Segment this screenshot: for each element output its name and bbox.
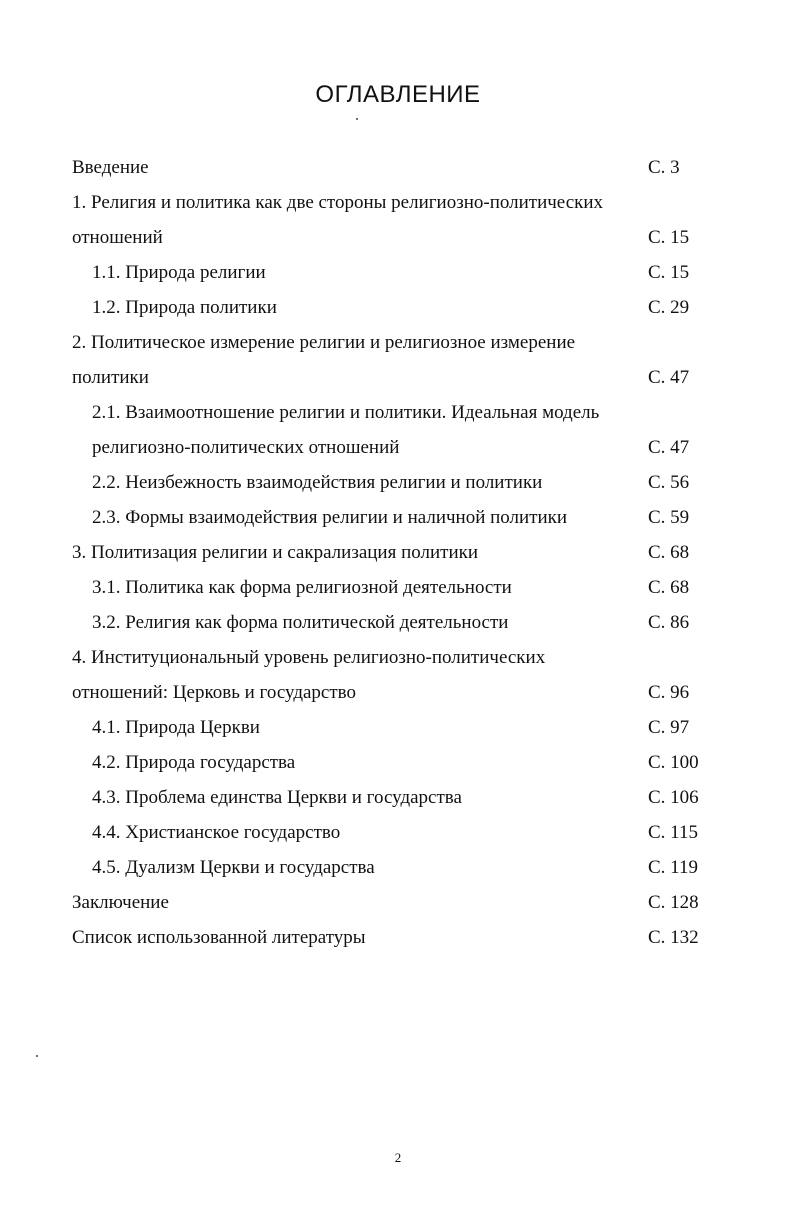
toc-entry-section-4-2: 4.2. Природа государства bbox=[92, 752, 296, 773]
toc-page-ref: С. 47 bbox=[648, 367, 690, 388]
toc-page-ref: С. 96 bbox=[648, 682, 690, 703]
toc-entry-section-2-2: 2.2. Неизбежность взаимодействия религии и политики bbox=[92, 472, 543, 493]
toc-page-ref: С. 29 bbox=[648, 297, 690, 318]
toc-page-ref: С. 119 bbox=[648, 857, 698, 878]
scan-speck bbox=[36, 1055, 38, 1057]
toc-page-ref: С. 68 bbox=[648, 577, 690, 598]
toc-entry-section-2-1-cont: религиозно-политических отношений bbox=[92, 437, 400, 458]
toc-entry-section-4-5: 4.5. Дуализм Церкви и государства bbox=[92, 857, 375, 878]
toc-entry-section-4-1: 4.1. Природа Церкви bbox=[92, 717, 260, 738]
toc-page-ref: С. 97 bbox=[648, 717, 690, 738]
toc-entry-section-1-1: 1.1. Природа религии bbox=[92, 262, 266, 283]
toc-entry-chapter-1-cont: отношений bbox=[72, 227, 163, 248]
toc-entry-chapter-4: 4. Институциональный уровень религиозно-политических bbox=[72, 647, 546, 668]
toc-page-ref: С. 100 bbox=[648, 752, 699, 773]
toc-page-ref: С. 86 bbox=[648, 612, 690, 633]
toc-page-ref: С. 128 bbox=[648, 892, 699, 913]
toc-entry-bibliography: Список использованной литературы bbox=[72, 927, 366, 948]
page-title: ОГЛАВЛЕНИЕ bbox=[315, 81, 481, 108]
toc-entry-chapter-3: 3. Политизация религии и сакрализация политики bbox=[72, 542, 479, 563]
toc-entry-section-4-3: 4.3. Проблема единства Церкви и государства bbox=[92, 787, 462, 808]
toc-page-ref: С. 106 bbox=[648, 787, 699, 808]
toc-entry-section-4-4: 4.4. Христианское государство bbox=[92, 822, 341, 843]
toc-entry-conclusion: Заключение bbox=[72, 892, 169, 913]
toc-entry-section-3-1: 3.1. Политика как форма религиозной деятельности bbox=[92, 577, 512, 598]
toc-page-ref: С. 59 bbox=[648, 507, 690, 528]
toc-page-ref: С. 15 bbox=[648, 227, 690, 248]
scan-speck bbox=[356, 118, 358, 120]
toc-entry-chapter-2-cont: политики bbox=[72, 367, 149, 388]
toc-entry-chapter-4-cont: отношений: Церковь и государство bbox=[72, 682, 356, 703]
toc-page-ref: С. 56 bbox=[648, 472, 690, 493]
page-number: 2 bbox=[394, 1150, 402, 1165]
toc-entry-section-3-2: 3.2. Религия как форма политической деятельности bbox=[92, 612, 509, 633]
toc-page-ref: С. 15 bbox=[648, 262, 690, 283]
toc-entry-chapter-1: 1. Религия и политика как две стороны религиозно-политических bbox=[72, 192, 604, 213]
toc-entry-chapter-2: 2. Политическое измерение религии и религиозное измерение bbox=[72, 332, 576, 353]
toc-page-ref: С. 3 bbox=[648, 157, 680, 178]
toc-page-ref: С. 115 bbox=[648, 822, 698, 843]
toc-entry-introduction: Введение bbox=[72, 157, 149, 178]
toc-page-ref: С. 47 bbox=[648, 437, 690, 458]
toc-entry-section-1-2: 1.2. Природа политики bbox=[92, 297, 277, 318]
toc-entry-section-2-3: 2.3. Формы взаимодействия религии и наличной политики bbox=[92, 507, 568, 528]
toc-page-ref: С. 68 bbox=[648, 542, 690, 563]
toc-page-ref: С. 132 bbox=[648, 927, 699, 948]
toc-entry-section-2-1: 2.1. Взаимоотношение религии и политики. Идеальная модель bbox=[92, 402, 600, 423]
